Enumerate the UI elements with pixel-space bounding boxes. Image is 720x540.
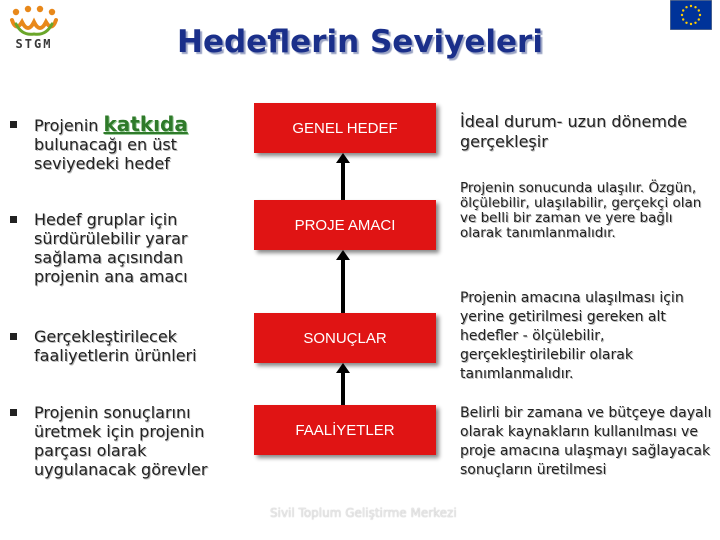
arrow-up-icon xyxy=(336,250,350,260)
eu-flag-icon xyxy=(670,0,712,30)
bullet-text: Gerçekleştirilecek faaliyetlerin ürünleri xyxy=(34,327,197,365)
arrow-up-icon xyxy=(336,153,350,163)
bullet-text-pre: Projenin xyxy=(34,116,104,135)
bullet-square-icon xyxy=(10,216,17,223)
stgm-logo xyxy=(6,4,62,60)
description-sonuclar: Projenin amacına ulaşılması için yerine getirilmesi gereken alt hedefler - ölçülebilir, gerçekleştirilebilir olarak tanımlanmalıdır. xyxy=(460,290,684,382)
level-box-sonuclar: SONUÇLAR xyxy=(254,313,436,363)
logo-text: STGM xyxy=(15,37,53,51)
connector-line xyxy=(341,163,345,200)
bullet-square-icon xyxy=(10,409,17,416)
description-faaliyetler: Belirli bir zamana ve bütçeye dayalı olarak kaynakların kullanılması ve proje amacına ulaşmayı sağlayacak sonuçların üretilmesi xyxy=(460,405,712,478)
page-title: Hedeflerin Seviyeleri xyxy=(177,24,543,60)
description-proje-amaci: Projenin sonucunda ulaşılır. Özgün, ölçülebilir, ulaşılabilir, gerçekçi olan ve belli bir zaman ve yere bağlı olarak tanımlanmalıdır. xyxy=(460,180,702,241)
highlight-katkida: katkıda xyxy=(103,112,188,136)
level-box-proje-amaci: PROJE AMACI xyxy=(254,200,436,250)
level-box-faaliyetler: FAALİYETLER xyxy=(254,405,436,455)
bullet-text: Hedef gruplar için sürdürülebilir yarar sağlama açısından projenin ana amacı xyxy=(34,210,188,286)
level-box-genel-hedef: GENEL HEDEF xyxy=(254,103,436,153)
arrow-up-icon xyxy=(336,363,350,373)
bullet-square-icon xyxy=(10,333,17,340)
connector-line xyxy=(341,373,345,405)
bullet-text: Projenin sonuçlarını üretmek için projenin parçası olarak uygulanacak görevler xyxy=(34,403,208,479)
bullet-text-post: bulunacağı en üst seviyedeki hedef xyxy=(34,135,177,173)
footer-text: Sivil Toplum Geliştirme Merkezi xyxy=(270,506,457,520)
bullet-square-icon xyxy=(10,121,17,128)
bullet-text xyxy=(34,112,239,173)
description-genel-hedef: İdeal durum- uzun dönemde gerçekleşir xyxy=(460,112,687,151)
connector-line xyxy=(341,260,345,313)
